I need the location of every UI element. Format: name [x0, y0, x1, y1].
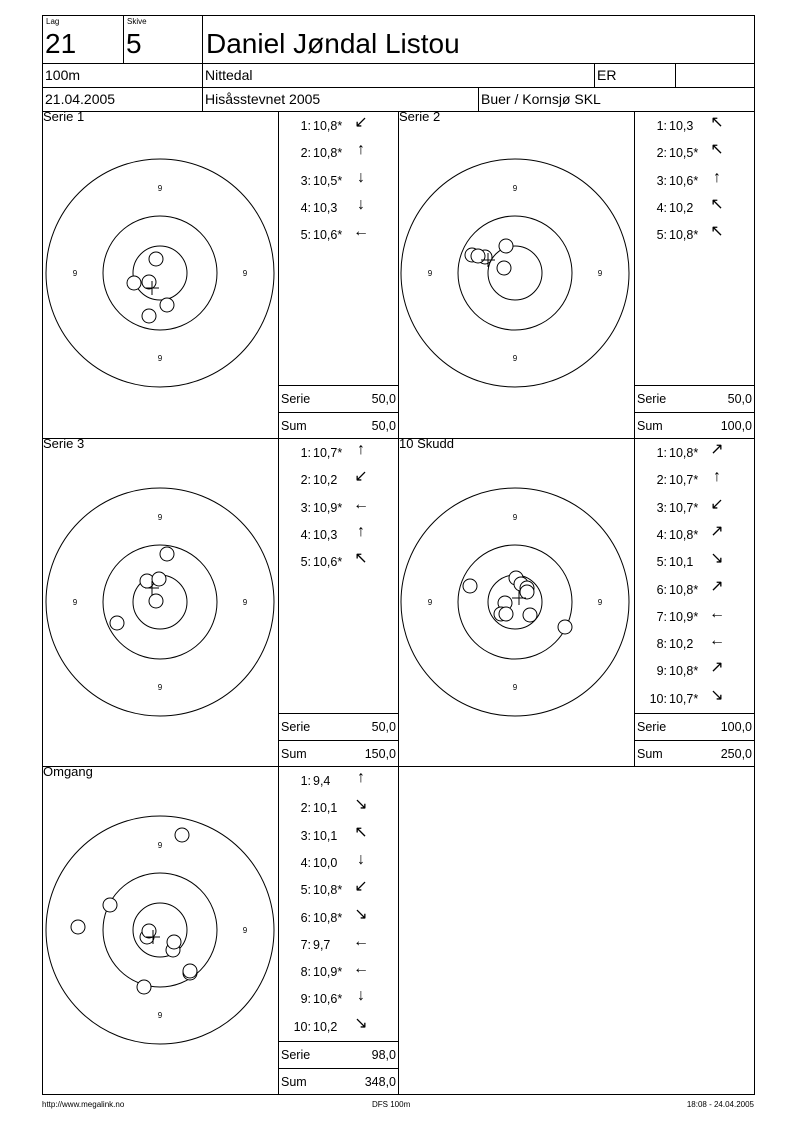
shot-row — [279, 168, 398, 188]
lag-label: Lag — [46, 17, 60, 26]
club: Nittedal — [205, 67, 253, 83]
shot-hole — [499, 239, 513, 253]
serie-label: Serie — [637, 720, 667, 734]
shot-row — [279, 550, 398, 570]
shot-hole — [142, 924, 156, 938]
shot-score: 10,8* — [669, 228, 699, 243]
shot-number: 4: — [656, 200, 667, 215]
target-svg — [42, 766, 279, 1095]
shot-hole — [175, 828, 189, 842]
shot-row — [279, 441, 398, 460]
ring-label: 9 — [157, 354, 163, 363]
target-ring — [401, 159, 629, 387]
club-cell — [202, 63, 595, 88]
shot-score: 10,8* — [669, 664, 699, 679]
shot-list — [634, 438, 755, 767]
ring-label: 9 — [242, 926, 248, 935]
panel-title: Serie 3 — [43, 436, 85, 451]
serie-value: 50,0 — [371, 392, 396, 406]
shot-score: 10,9* — [313, 500, 343, 515]
shot-direction-icon: ↑ — [357, 769, 365, 786]
shot-score: 10,1 — [313, 828, 338, 843]
sum-row — [279, 1068, 398, 1095]
shot-number: 1: — [656, 119, 667, 133]
ring-label: 9 — [512, 184, 518, 193]
shot-direction-icon: ↘ — [354, 796, 368, 814]
ring-label: 9 — [427, 269, 433, 278]
shot-number: 2: — [300, 146, 311, 161]
sum-row — [279, 412, 398, 439]
shot-number: 5: — [656, 555, 667, 570]
sum-label: Sum — [281, 1075, 307, 1089]
shot-direction-icon: ↑ — [357, 441, 365, 458]
shot-direction-icon: ↘ — [354, 1014, 368, 1032]
ring-label: 9 — [512, 513, 518, 522]
sum-row — [279, 740, 398, 767]
target-svg — [42, 111, 279, 439]
lag-value: 21 — [45, 28, 77, 59]
ring-label: 9 — [427, 598, 433, 607]
shot-number: 5: — [656, 228, 667, 243]
shot-score: 10,7* — [669, 500, 699, 515]
shot-number: 9: — [300, 992, 311, 1007]
shot-list — [278, 766, 399, 1095]
shot-direction-icon: ← — [353, 223, 369, 241]
shot-number: 6: — [656, 582, 667, 597]
shot-number: 8: — [656, 637, 667, 652]
shot-hole — [127, 276, 141, 290]
serie-label: Serie — [281, 392, 311, 406]
shot-direction-icon: ↑ — [713, 468, 721, 486]
shot-direction-icon: ↘ — [710, 686, 724, 704]
sum-value: 100,0 — [720, 419, 752, 433]
shot-direction-icon: ↓ — [357, 987, 365, 1005]
shot-row — [635, 223, 754, 243]
ring-label: 9 — [157, 1011, 163, 1020]
shot-number: 3: — [656, 500, 667, 515]
shot-row — [279, 878, 398, 898]
shot-score: 10,0 — [313, 855, 338, 870]
shot-score: 10,8* — [669, 446, 699, 460]
shot-row — [279, 823, 398, 843]
target-ring — [488, 246, 542, 300]
shot-direction-icon: ↖ — [354, 550, 368, 568]
shot-row — [635, 577, 754, 597]
shot-number: 7: — [300, 937, 311, 952]
shot-row — [279, 223, 398, 243]
shot-hole — [137, 980, 151, 994]
shot-score: 10,2 — [669, 200, 694, 215]
panel-title: Serie 1 — [43, 109, 85, 124]
empty-area — [398, 766, 755, 1095]
footer-timestamp: 18:08 - 24.04.2005 — [686, 1100, 754, 1109]
distance-cell — [42, 63, 203, 88]
shot-number: 3: — [656, 173, 667, 188]
shooter-name-cell — [202, 15, 755, 64]
shot-score: 10,7* — [669, 473, 699, 488]
shot-row — [635, 141, 754, 161]
shot-score: 10,3 — [669, 119, 694, 133]
shot-number: 6: — [300, 910, 311, 925]
ring-label: 9 — [157, 513, 163, 522]
ring-label: 9 — [242, 598, 248, 607]
shot-number: 1: — [300, 446, 311, 460]
shot-row — [635, 441, 754, 460]
shot-number: 5: — [300, 228, 311, 243]
shot-row — [279, 114, 398, 133]
shot-number: 10: — [293, 1019, 311, 1034]
sum-value: 50,0 — [371, 419, 396, 433]
shot-score: 10,1 — [313, 801, 338, 816]
shot-number: 2: — [656, 473, 667, 488]
shot-direction-icon: ↓ — [357, 168, 365, 186]
shot-score: 10,8* — [669, 582, 699, 597]
class-cell — [594, 63, 676, 88]
shot-score: 10,6* — [313, 228, 343, 243]
shot-hole — [103, 898, 117, 912]
shot-score: 9,4 — [313, 774, 331, 788]
shot-direction-icon: ↑ — [713, 168, 721, 186]
event: Hisåsstevnet 2005 — [205, 91, 321, 107]
target-ring — [103, 216, 217, 330]
shot-number: 5: — [300, 555, 311, 570]
shot-row — [635, 195, 754, 215]
shot-hole — [183, 964, 197, 978]
shot-hole — [149, 594, 163, 608]
shot-row — [279, 796, 398, 816]
shot-number: 3: — [300, 828, 311, 843]
shot-number: 2: — [656, 146, 667, 161]
shot-score: 10,8* — [313, 910, 343, 925]
sum-row — [635, 412, 754, 439]
shot-direction-icon: ← — [709, 632, 725, 650]
shot-direction-icon: ↑ — [357, 141, 365, 159]
shot-list — [634, 111, 755, 439]
shot-score: 10,3 — [313, 527, 338, 542]
shot-number: 9: — [656, 664, 667, 679]
shot-score: 10,8* — [669, 527, 699, 542]
shot-direction-icon: ↙ — [354, 468, 368, 486]
shot-number: 7: — [656, 609, 667, 624]
shot-score: 10,1 — [669, 555, 694, 570]
serie-row — [279, 1041, 398, 1068]
shot-row — [279, 141, 398, 161]
shot-direction-icon: ↙ — [710, 495, 724, 513]
shot-score: 9,7 — [313, 937, 331, 952]
shot-row — [279, 850, 398, 870]
shot-row — [279, 495, 398, 515]
shot-direction-icon: ↘ — [354, 905, 368, 923]
target-ring — [46, 159, 274, 387]
shot-hole — [523, 608, 537, 622]
shot-hole — [160, 547, 174, 561]
skive-label: Skive — [127, 17, 147, 26]
shot-row — [635, 168, 754, 188]
shot-direction-icon: ↗ — [710, 441, 724, 458]
shot-hole — [167, 935, 181, 949]
serie-label: Serie — [281, 1048, 311, 1062]
shot-hole — [142, 275, 156, 289]
shot-direction-icon: ← — [709, 604, 725, 622]
organizer-cell — [478, 87, 755, 112]
panel-title: 10 Skudd — [399, 436, 454, 451]
shot-score: 10,2 — [669, 637, 694, 652]
serie-row — [635, 385, 754, 412]
ring-label: 9 — [597, 269, 603, 278]
shot-hole — [71, 920, 85, 934]
ring-label: 9 — [157, 841, 163, 850]
panel-title: Omgang — [43, 764, 93, 779]
serie-value: 100,0 — [720, 720, 752, 734]
shot-direction-icon: ↘ — [710, 550, 724, 568]
target-ring — [458, 545, 572, 659]
shot-score: 10,9* — [669, 609, 699, 624]
shot-number: 5: — [300, 883, 311, 898]
shot-direction-icon: ↖ — [710, 141, 724, 159]
date: 21.04.2005 — [45, 91, 116, 107]
shot-score: 10,2 — [313, 473, 338, 488]
shot-list — [278, 111, 399, 439]
shot-direction-icon: ↓ — [357, 850, 365, 868]
shot-direction-icon: ↙ — [354, 878, 368, 896]
sum-row — [635, 740, 754, 767]
shot-hole — [497, 261, 511, 275]
shot-number: 3: — [300, 173, 311, 188]
shot-number: 4: — [300, 200, 311, 215]
shot-number: 4: — [656, 527, 667, 542]
ring-label: 9 — [157, 184, 163, 193]
shot-number: 3: — [300, 500, 311, 515]
target-ring — [103, 873, 217, 987]
shot-direction-icon: ↖ — [710, 195, 724, 213]
shot-row — [279, 468, 398, 488]
shot-hole — [471, 249, 485, 263]
serie-label: Serie — [637, 392, 667, 406]
ring-label: 9 — [242, 269, 248, 278]
shot-direction-icon: ↗ — [710, 577, 724, 595]
serie-value: 50,0 — [727, 392, 752, 406]
sum-label: Sum — [637, 419, 663, 433]
shot-score: 10,2 — [313, 1019, 338, 1034]
shot-number: 1: — [656, 446, 667, 460]
serie-row — [279, 385, 398, 412]
ring-label: 9 — [72, 598, 78, 607]
distance: 100m — [45, 67, 81, 83]
shot-score: 10,6* — [313, 992, 343, 1007]
shot-score: 10,3 — [313, 200, 338, 215]
shot-score: 10,6* — [313, 555, 343, 570]
shot-row — [635, 114, 754, 133]
shooter-name: Daniel Jøndal Listou — [206, 28, 460, 59]
shot-hole — [520, 585, 534, 599]
shot-row — [279, 769, 398, 788]
sum-value: 250,0 — [720, 747, 752, 761]
shot-row — [635, 522, 754, 542]
organizer: Buer / Kornsjø SKL — [481, 91, 601, 107]
shot-score: 10,7* — [313, 446, 343, 460]
shot-direction-icon: ← — [353, 495, 369, 513]
shot-hole — [463, 579, 477, 593]
shot-number: 4: — [300, 855, 311, 870]
shot-hole — [499, 607, 513, 621]
shot-direction-icon: ↖ — [710, 223, 724, 241]
shot-direction-icon: ↗ — [710, 522, 724, 540]
shot-row — [635, 468, 754, 488]
shot-score: 10,8* — [313, 883, 343, 898]
target-svg — [42, 438, 279, 767]
shot-hole — [160, 298, 174, 312]
shot-number: 2: — [300, 801, 311, 816]
sum-label: Sum — [281, 747, 307, 761]
shot-row — [635, 604, 754, 624]
shot-row — [635, 495, 754, 515]
shot-row — [279, 932, 398, 952]
shot-score: 10,6* — [669, 173, 699, 188]
shot-row — [635, 632, 754, 652]
skive-cell — [123, 15, 203, 64]
shot-row — [635, 659, 754, 679]
shot-score: 10,7* — [669, 691, 699, 706]
shot-row — [279, 960, 398, 980]
shot-number: 1: — [300, 119, 311, 133]
shot-score: 10,8* — [313, 146, 343, 161]
shot-hole — [558, 620, 572, 634]
panel-title: Serie 2 — [399, 109, 441, 124]
shot-number: 10: — [649, 691, 667, 706]
shot-number: 8: — [300, 965, 311, 980]
shot-row — [279, 195, 398, 215]
target-svg — [398, 111, 635, 439]
shot-hole — [152, 572, 166, 586]
shot-direction-icon: ← — [353, 960, 369, 978]
shot-row — [279, 1014, 398, 1034]
shot-row — [279, 987, 398, 1007]
shot-score: 10,5* — [669, 146, 699, 161]
sum-label: Sum — [281, 419, 307, 433]
shot-direction-icon: ↑ — [357, 522, 365, 540]
serie-row — [279, 713, 398, 740]
shot-direction-icon: ← — [353, 932, 369, 950]
sum-label: Sum — [637, 747, 663, 761]
shot-row — [279, 905, 398, 925]
serie-row — [635, 713, 754, 740]
ring-label: 9 — [512, 683, 518, 692]
shot-hole — [142, 309, 156, 323]
shot-direction-icon: ↖ — [354, 823, 368, 841]
ring-label: 9 — [512, 354, 518, 363]
lag-cell — [42, 15, 124, 64]
sum-value: 348,0 — [364, 1075, 396, 1089]
shot-number: 2: — [300, 473, 311, 488]
sum-value: 150,0 — [364, 747, 396, 761]
ring-label: 9 — [157, 683, 163, 692]
shot-list — [278, 438, 399, 767]
shot-score: 10,8* — [313, 119, 343, 133]
shot-direction-icon: ↗ — [710, 659, 724, 677]
shot-hole — [149, 252, 163, 266]
shot-direction-icon: ↙ — [354, 114, 368, 131]
footer-url: http://www.megalink.no — [42, 1100, 125, 1109]
serie-value: 50,0 — [371, 720, 396, 734]
class: ER — [597, 67, 617, 83]
ring-label: 9 — [72, 269, 78, 278]
target-ring — [458, 216, 572, 330]
shot-row — [279, 522, 398, 542]
shot-number: 4: — [300, 527, 311, 542]
shot-score: 10,9* — [313, 965, 343, 980]
shot-direction-icon: ↓ — [357, 195, 365, 213]
serie-value: 98,0 — [371, 1048, 396, 1062]
shot-row — [635, 686, 754, 706]
shot-row — [635, 550, 754, 570]
ring-label: 9 — [597, 598, 603, 607]
target-ring — [401, 488, 629, 716]
target-svg — [398, 438, 635, 767]
extra-cell — [675, 63, 755, 88]
shot-direction-icon: ↖ — [710, 114, 724, 131]
shot-number: 1: — [300, 774, 311, 788]
skive-value: 5 — [126, 28, 142, 59]
shot-score: 10,5* — [313, 173, 343, 188]
serie-label: Serie — [281, 720, 311, 734]
shot-hole — [110, 616, 124, 630]
footer-program: DFS 100m — [372, 1100, 411, 1109]
